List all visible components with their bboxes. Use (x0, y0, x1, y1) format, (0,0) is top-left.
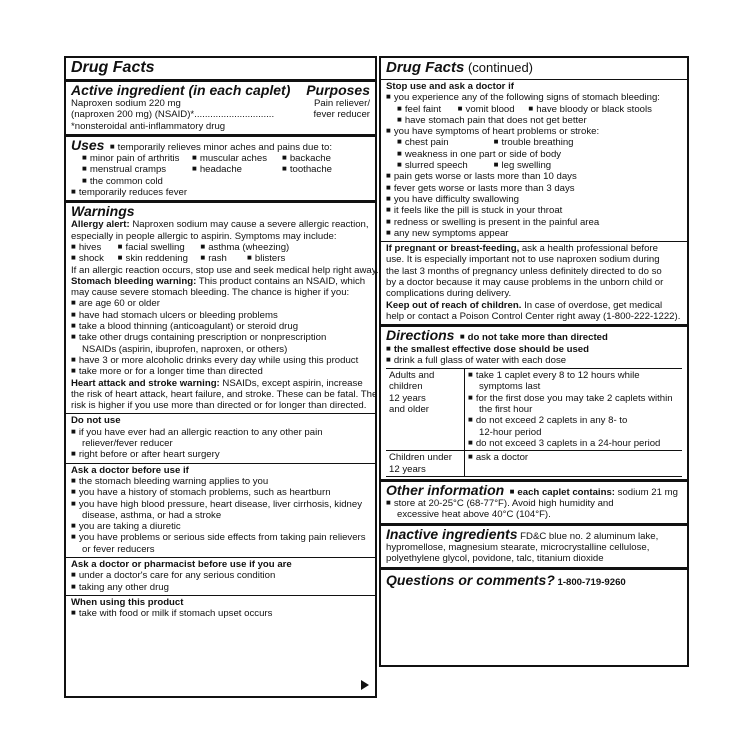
do-not-use-heading: Do not use (71, 415, 121, 427)
children-label-cell (386, 451, 465, 477)
pregnancy-text: complications during delivery. (386, 288, 512, 300)
use-fever: ■ temporarily reduces fever (71, 187, 370, 198)
use-item: ■ menstrual cramps (82, 164, 192, 175)
uses-section (66, 134, 375, 200)
adult-dose-item-cont: 12-hour period (479, 426, 542, 438)
other-information-section (381, 479, 687, 523)
directions-lead: ■ drink a full glass of water with each dose (386, 355, 682, 366)
ask-doctor-section (66, 463, 375, 557)
stop-use-heading: Stop use and ask a doctor if (386, 81, 514, 92)
heart-sign: ■ chest pain (397, 137, 491, 148)
ask-pharmacist-heading: Ask a doctor or pharmacist before use if you are (71, 558, 292, 570)
stop-use-item: ■ redness or swelling is present in the painful area (386, 217, 682, 228)
allergy-symptom: ■ rash (200, 253, 244, 264)
questions-phone: 1-800-719-9260 (554, 576, 626, 588)
uses-intro: ■ temporarily relieves minor aches and pains due to: (110, 142, 332, 153)
stomach-risk-item: ■ are age 60 or older (71, 298, 370, 309)
stomach-warning-text2: may cause severe stomach bleeding. The chance is higher if you: (71, 287, 350, 299)
directions-heading: Directions (386, 327, 455, 344)
heart-sign: ■ leg swelling (494, 160, 551, 171)
stop-use-item: ■ pain gets worse or lasts more than 10 days (386, 171, 682, 182)
stop-use-item: ■ it feels like the pill is stuck in your throat (386, 205, 682, 216)
adult-dose-item: ■ for the first dose you may take 2 caplets within (468, 393, 679, 404)
stomach-warning-label: Stomach bleeding warning: (71, 275, 197, 287)
pregnancy-section (381, 241, 687, 324)
questions-heading: Questions or comments? (386, 571, 555, 588)
heart-sign: ■ slurred speech (397, 160, 491, 171)
stomach-risk-item: ■ take more or for a longer time than directed (71, 366, 370, 377)
ask-doctor-item: ■ you are taking a diuretic (71, 521, 370, 532)
stomach-warning-text: This product contains an NSAID, which (196, 275, 366, 287)
do-not-use-item: ■ if you have ever had an allergic reaction to any other pain (71, 427, 370, 438)
sodium-content: sodium 21 mg (615, 486, 678, 498)
heart-warning-text2: the risk of heart attack, heart failure, and stroke. These can be fatal. The (71, 388, 378, 400)
drug-facts-title: Drug Facts (71, 59, 155, 76)
inactive-ingredients-text2: hypromellose, magnesium stearate, microcrystalline cellulose, (386, 541, 650, 553)
allergy-symptom: ■ asthma (wheezing) (200, 242, 289, 253)
adult-dose-item-cont: the first hour (479, 404, 533, 416)
stop-use-item: ■ fever gets worse or lasts more than 3 days (386, 183, 682, 194)
allergy-symptom: ■ blisters (247, 253, 285, 264)
ask-doctor-item: ■ you have problems or serious side effects from taking pain relievers (71, 532, 370, 543)
caplet-contains-label: ■ each caplet contains: (510, 487, 615, 498)
when-using-item: ■ take with food or milk if stomach upset occurs (71, 608, 370, 619)
bleeding-sign: ■ feel faint (397, 104, 455, 115)
dosage-table (386, 368, 682, 477)
allergy-symptom: ■ hives (71, 242, 115, 253)
heart-sign: ■ trouble breathing (494, 137, 574, 148)
use-item: ■ backache (282, 153, 362, 164)
inactive-ingredients-section (381, 523, 687, 567)
allergy-stop-text: If an allergic reaction occurs, stop use and seek medical help right away. (71, 264, 379, 276)
inactive-ingredients-text3: polyethylene glycol, povidone, talc, titanium dioxide (386, 553, 604, 565)
children-label: Children under (389, 452, 452, 464)
other-information-heading: Other information (386, 481, 505, 498)
active-ingredient-dots: .............................. (194, 109, 275, 121)
directions-lead: ■ do not take more than directed (460, 332, 608, 343)
adults-label-cell (386, 369, 465, 451)
stop-use-item: ■ you have difficulty swallowing (386, 194, 682, 205)
heart-warning-label: Heart attack and stroke warning: (71, 377, 220, 389)
active-ingredient-line1: Naproxen sodium 220 mg (71, 98, 181, 109)
ask-pharmacist-item: ■ under a doctor's care for any serious condition (71, 570, 370, 581)
ask-doctor-item-cont: disease, asthma, or had a stroke (82, 509, 222, 521)
nsaid-footnote: *nonsteroidal anti-inflammatory drug (71, 120, 226, 132)
ask-doctor-heading: Ask a doctor before use if (71, 464, 189, 476)
use-item: ■ toothache (282, 164, 362, 175)
adults-label: Adults and (389, 370, 435, 382)
stop-use-section (381, 79, 687, 241)
heart-warning-text: NSAIDs, except aspirin, increase (219, 377, 363, 389)
allergy-alert-text2: especially in people allergic to aspirin. Symptoms may include: (71, 230, 337, 242)
use-item: ■ minor pain of arthritis (82, 153, 192, 164)
children-label: 12 years (389, 463, 426, 475)
adults-label: and older (389, 404, 430, 416)
warnings-section (66, 200, 379, 413)
allergy-alert-label: Allergy alert: (71, 219, 130, 231)
stop-use-intro: ■ you experience any of the following signs of stomach bleeding: (386, 92, 682, 103)
stop-use-item: ■ any new symptoms appear (386, 228, 682, 239)
stomach-pain-sign: ■ have stomach pain that does not get better (386, 115, 682, 126)
do-not-use-section (66, 413, 375, 462)
active-ingredient-heading: Active ingredient (in each caplet) (71, 82, 291, 98)
adults-dose-cell (465, 369, 683, 451)
keep-out-text2: help or contact a Poison Control Center right away (1-800-222-1222). (386, 310, 681, 322)
purposes-heading: Purposes (306, 82, 370, 98)
directions-lead: ■ the smallest effective dose should be used (386, 344, 682, 355)
allergy-symptom: ■ facial swelling (118, 242, 198, 253)
stomach-risk-item: ■ take other drugs containing prescription or nonprescription (71, 332, 370, 343)
adults-label: children (389, 381, 423, 393)
ask-doctor-item: ■ the stomach bleeding warning applies to you (71, 476, 370, 487)
table-row (386, 369, 682, 451)
ask-pharmacist-item: ■ taking any other drug (71, 582, 370, 593)
bleeding-sign: ■ vomit blood (458, 104, 526, 115)
stomach-risk-item-cont: NSAIDs (aspirin, ibuprofen, naproxen, or others) (82, 343, 288, 355)
ask-doctor-item: ■ you have high blood pressure, heart disease, liver cirrhosis, kidney (71, 499, 370, 510)
use-item: ■ the common cold (82, 176, 192, 187)
heart-warning-text3: risk is higher if you use more than directed or for longer than directed. (71, 400, 367, 412)
pregnancy-text: use. It is especially important not to use naproxen sodium during (386, 254, 660, 266)
stomach-risk-item: ■ take a blood thinning (anticoagulant) or steroid drug (71, 321, 370, 332)
heart-sign-weakness: ■ weakness in one part or side of body (386, 149, 682, 160)
do-not-use-item: ■ right before or after heart surgery (71, 449, 370, 460)
pregnancy-text: ask a health professional before (519, 243, 658, 255)
storage-text-cont: excessive heat above 40°C (104°F). (397, 509, 551, 521)
stomach-risk-item: ■ have had stomach ulcers or bleeding problems (71, 310, 370, 321)
table-row (386, 451, 682, 477)
adult-dose-item-cont: symptoms last (479, 381, 541, 393)
ask-pharmacist-section (66, 557, 375, 595)
do-not-use-item-cont: reliever/fever reducer (82, 438, 173, 450)
drug-facts-continued-header (381, 58, 687, 79)
drug-facts-panel-left (64, 56, 377, 698)
uses-heading: Uses (71, 136, 105, 153)
children-dose-cell (465, 451, 683, 477)
storage-text: ■ store at 20-25°C (68-77°F). Avoid high humidity and (386, 498, 682, 509)
keep-out-text: In case of overdose, get medical (521, 299, 663, 311)
allergy-symptom: ■ shock (71, 253, 115, 264)
adult-dose-item: ■ do not exceed 3 caplets in a 24-hour period (468, 438, 679, 449)
child-dose-item: ■ ask a doctor (468, 452, 679, 463)
active-ingredient-line2: (naproxen 200 mg) (NSAID)* (71, 109, 195, 121)
continue-arrow-icon (361, 680, 369, 690)
bleeding-sign: ■ have bloody or black stools (528, 104, 652, 115)
keep-out-label: Keep out of reach of children. (386, 299, 522, 311)
drug-facts-panel-right (379, 56, 689, 667)
inactive-ingredients-text: FD&C blue no. 2 aluminum lake, (517, 530, 659, 542)
allergy-alert-text: Naproxen sodium may cause a severe allergic reaction, (129, 219, 369, 231)
when-using-section (66, 595, 375, 622)
purpose-line2: fever reducer (313, 109, 370, 121)
use-item: ■ muscular aches (192, 153, 282, 164)
pregnancy-text: by a doctor because it may cause problems in the unborn child or (386, 277, 664, 289)
pregnancy-label: If pregnant or breast-feeding, (386, 243, 520, 255)
continued-label: (continued) (464, 60, 534, 75)
allergy-symptom: ■ skin reddening (118, 253, 198, 264)
questions-section (381, 567, 687, 592)
warnings-heading: Warnings (71, 203, 135, 220)
heart-problems-intro: ■ you have symptoms of heart problems or stroke: (386, 126, 682, 137)
adults-label: 12 years (389, 392, 426, 404)
active-ingredient-section (66, 79, 375, 134)
drug-facts-header (66, 58, 375, 79)
ask-doctor-item: ■ you have a history of stomach problems, such as heartburn (71, 487, 370, 498)
ask-doctor-item-cont: or fever reducers (82, 543, 155, 555)
pregnancy-text: the last 3 months of pregnancy unless definitely directed to do so (386, 265, 662, 277)
adult-dose-item: ■ do not exceed 2 caplets in any 8- to (468, 415, 679, 426)
stomach-risk-item: ■ have 3 or more alcoholic drinks every day while using this product (71, 355, 370, 366)
purpose-line1: Pain reliever/ (314, 98, 370, 109)
drug-facts-title-right: Drug Facts (386, 59, 465, 76)
use-item: ■ headache (192, 164, 282, 175)
directions-section (381, 324, 687, 479)
when-using-heading: When using this product (71, 596, 184, 608)
adult-dose-item: ■ take 1 caplet every 8 to 12 hours while (468, 370, 679, 381)
inactive-ingredients-heading: Inactive ingredients (386, 525, 518, 542)
